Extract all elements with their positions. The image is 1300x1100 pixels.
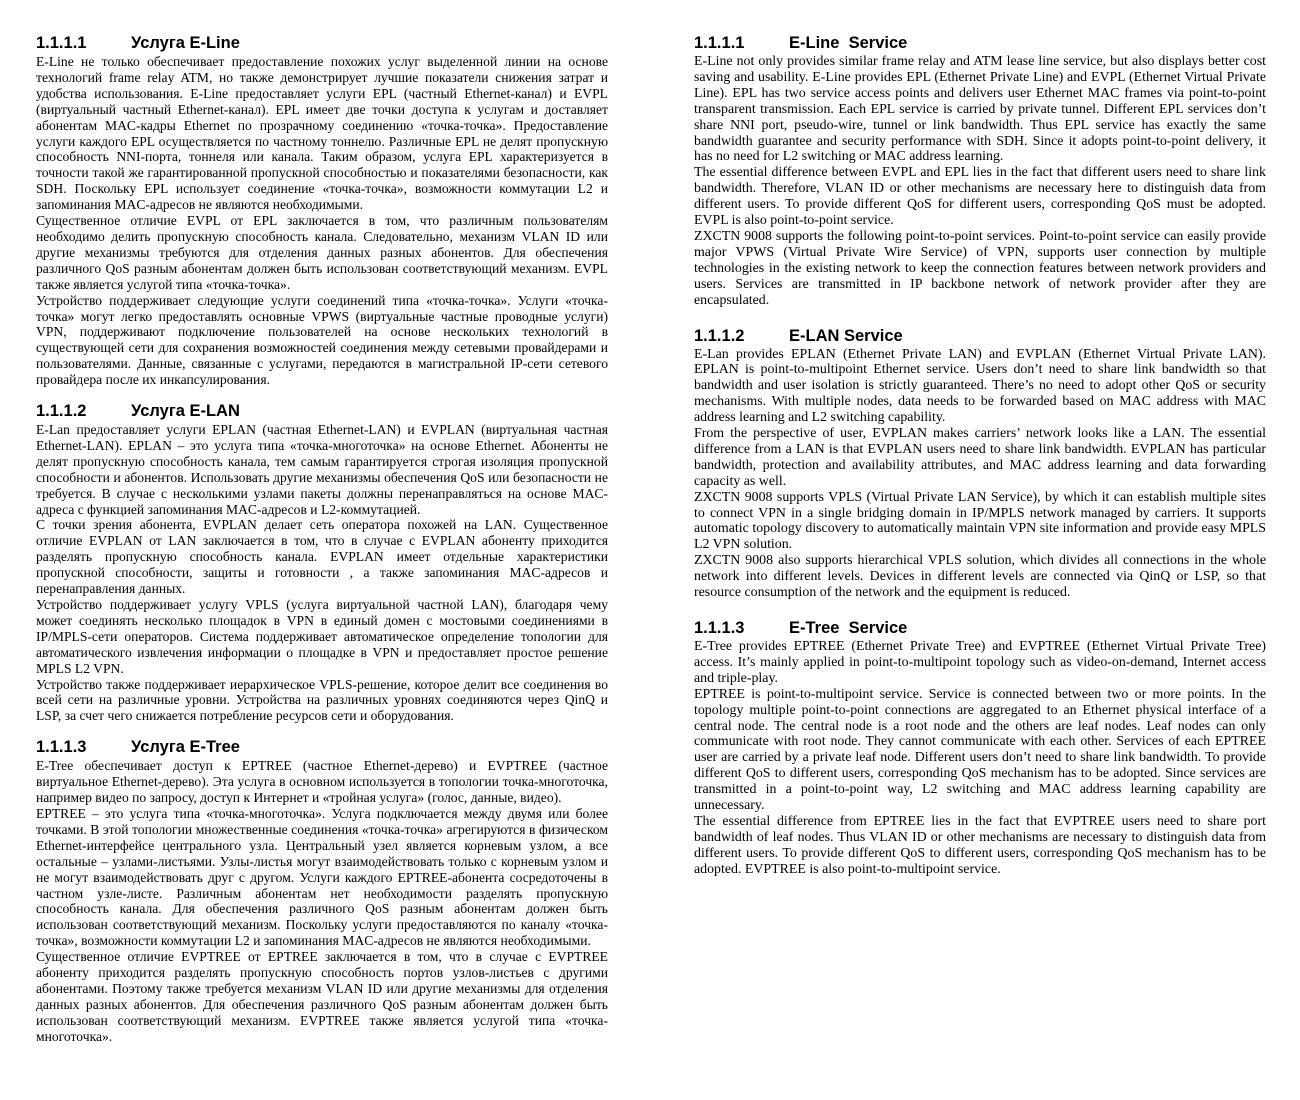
- section-number: 1.1.1.1: [694, 34, 745, 52]
- paragraph: Устройство также поддерживает иерархическое VPLS-решение, которое делит все соединения во всей сети на различные уровни. Устройства на различных уровнях соединяются через QinQ и LSP, за счет чего снижается потребление ресурсов сети и оборудования.: [36, 676, 608, 724]
- section-number: 1.1.1.2: [36, 402, 87, 421]
- paragraph: E-Tree обеспечивает доступ к EPTREE (частное Ethernet-дерево) и EVPTREE (частное виртуальное Ethernet-дерево). Эта услуга в основном используется в топологии точка-многоточка, например видео по запросу, доступ к Интернет и «тройная услуга» (голос, данные, видео).: [36, 758, 608, 806]
- section-title: E-Line Service: [789, 34, 908, 52]
- section-e-line-en: [694, 30, 1266, 309]
- section-e-lan-ru: [36, 398, 608, 724]
- section-heading: [694, 323, 1266, 347]
- paragraph: Устройство поддерживает следующие услуги соединений типа «точка-точка». Услуги «точка-точка» могут легко предоставлять основные VPWS (виртуальные частные проводные услуги) VPN, поддерживают подключение пользователей на основе нескольких технологий в существующей сети для сохранения возможностей соединения между сетевыми провайдерами и пользователями. Данные, связанные с услугами, передаются в магистральной IP-сети сетевого провайдера после их инкапсулирования.: [36, 292, 608, 388]
- section-number: 1.1.1.3: [36, 738, 87, 757]
- section-title: Услуга E-LAN: [131, 402, 240, 421]
- section-number: 1.1.1.3: [694, 619, 745, 637]
- paragraph: The essential difference from EPTREE lies in the fact that EVPTREE users need to share port bandwidth of leaf nodes. Thus VLAN ID or other mechanisms are necessary to distinguish data from different users. To provide different QoS to different users, corresponding QoS mechanism has to be adopted. EVPTREE is also point-to-multipoint service.: [694, 813, 1266, 877]
- paragraph: E-Tree provides EPTREE (Ethernet Private Tree) and EVPTREE (Ethernet Virtual Private Tree) access. It’s mainly applied in point-to-multipoint topology such as video-on-demand, Internet access and triple-play.: [694, 639, 1266, 686]
- paragraph: EPTREE is point-to-multipoint service. Service is connected between two or more points. In the topology multiple point-to-point connections are aggregated to an Ethernet physical interface of a central node. The central node is a root node and the others are leaf nodes. Leaf nodes can only communicate with root node. They cannot communicate with each other. Services of each EPTREE user are carried by a private leaf node. Different users don’t need to share link bandwidth. To provide different QoS to different users, corresponding QoS mechanism has to be adopted. Since services are transmitted in a point-to-point way, L2 switching and MAC address learning capability are unnecessary.: [694, 686, 1266, 814]
- paragraph: E-Line not only provides similar frame relay and ATM lease line service, but also displays better cost saving and usability. E-Line provides EPL (Ethernet Private Line) and EVPL (Ethernet Virtual Private Line). EPL has two service access points and delivers user Ethernet MAC frames via point-to-point transparent transmission. Each EPL service is carried by private tunnel. Different EPL services don’t share NNI port, pseudo-wire, tunnel or link bandwidth. Thus EPL service has exactly the same bandwidth guarantee and security performance with SDH. Since it adopts point-to-point delivery, it has no need for L2 switching or MAC address learning.: [694, 54, 1266, 165]
- section-title: Услуга E-Line: [131, 34, 240, 52]
- section-heading: [36, 734, 608, 758]
- paragraph: Существенное отличие EVPTREE от EPTREE заключается в том, что в случае с EVPTREE абоненту приходится разделять пропускную способность портов узлов-листьев с другими абонентами. Поэтому также требуется механизм VLAN ID или другие механизмы для отделения данных разных абонентов. Для обеспечения различного QoS разным абонентам должен быть использован соответствующий механизм. EVPTREE также является услугой типа «точка-многоточка».: [36, 949, 608, 1044]
- paragraph: From the perspective of user, EVPLAN makes carriers’ network looks like a LAN. The essential difference from a LAN is that EVPLAN users need to share link bandwidth. EVPLAN has particular bandwidth, protection and availability attributes, and MAC address learning and data forwarding capacity as well.: [694, 426, 1266, 489]
- paragraph: E-Lan предоставляет услуги EPLAN (частная Ethernet-LAN) и EVPLAN (виртуальная частная Ethernet-LAN). EPLAN – это услуга типа «точка-многоточка» на основе Ethernet. Абоненты не делят пропускную способность канала, тем самым гарантируется строгая изоляция пропускной способности и абонентов. Использовать другие механизмы обеспечения QoS или безопасности не требуется. В случае с несколькими узлами пакеты должны перенаправляться на основе MAC-адреса с функцией запоминания MAC-адресов и L2-коммутацией.: [36, 422, 608, 517]
- section-title: E-Tree Service: [789, 619, 908, 637]
- english-column: [694, 30, 1266, 888]
- paragraph: EPTREE – это услуга типа «точка-многоточка». Услуга подключается между двумя или более точками. В этой топологии множественные соединения «точка-точка» агрегируются в физическом Ethernet-интерфейсе центрального узла. Центральный узел является корневым узлом, а все остальные – узлами-листьями. Узлы-листья могут взаимодействовать только с корневым узлом и не могут взаимодействовать друг с другом. Услуги каждого EPTREE-абонента сосредоточены в частном узле-листе. Различным абонентам нет необходимости разделять пропускную способность канала. Для обеспечения различного QoS разным абонентам должен быть использован соответствующий механизм. Поскольку услуги предоставляются по каналу «точка-точка», возможности коммутации L2 и запоминания MAC-адресов не являются необходимыми.: [36, 805, 608, 949]
- section-e-line-ru: [36, 30, 608, 388]
- section-number: 1.1.1.1: [36, 34, 87, 52]
- section-heading: [694, 30, 1266, 54]
- section-title: E-LAN Service: [789, 326, 903, 345]
- section-e-tree-ru: [36, 734, 608, 1044]
- section-heading: [36, 30, 608, 54]
- section-title: Услуга E-Tree: [131, 738, 240, 757]
- paragraph: С точки зрения абонента, EVPLAN делает сеть оператора похожей на LAN. Существенное отличие EVPLAN от LAN заключается в том, что в случае с EVPLAN абоненту приходится разделять пропускную способность канала. EVPLAN имеет отдельные характеристики пропускной способности, защиты и готовности , а также запоминания MAC-адресов и перенаправления данных.: [36, 517, 608, 597]
- paragraph: Устройство поддерживает услугу VPLS (услуга виртуальной частной LAN), благодаря чему может соединять несколько площадок в VPN в единый домен с мостовыми соединениями в IP/MPLS-сети операторов. Система поддерживает автоматическое определение топологии для автоматического извлечения информации о площадке в VPN и предоставляет простое решение MPLS L2 VPN.: [36, 597, 608, 676]
- section-e-lan-en: [694, 323, 1266, 602]
- paragraph: Существенное отличие EVPL от EPL заключается в том, что различным пользователям необходимо делить пропускную способность канала. Следовательно, механизм VLAN ID или другие механизмы требуются для отделения данных разных абонентов. Для обеспечения различного QoS разным абонентам должен быть использован соответствующий механизм. EVPL также является услугой типа «точка-точка».: [36, 213, 608, 292]
- paragraph: E-Line не только обеспечивает предоставление похожих услуг выделенной линии на основе технологий frame relay ATM, но также демонстрирует лучшие показатели снижения затрат и удобства использования. E-Line предоставляет услуги EPL (частный Ethernet-канал) и EVPL (виртуальный частный Ethernet-канал). EPL имеет две точки доступа к услугам и доставляет абонентам MAC-кадры Ethernet по прозрачному соединению «точка-точка». Предоставление услуги каждого EPL осуществляется по частному тоннелю. Различные EPL не делят пропускную способность NNI-порта, тоннеля или канала. Таким образом, услуга EPL характеризуется в точности такой же гарантированной пропускной способностью и показателями безопасности, как SDH. Поскольку EPL использует соединение «точка-точка», возможности коммутации L2 и запоминания MAC-адресов не являются необходимыми.: [36, 54, 608, 213]
- russian-column: [36, 30, 608, 1055]
- section-number: 1.1.1.2: [694, 326, 745, 345]
- paragraph: The essential difference between EVPL and EPL lies in the fact that different users need to share link bandwidth. Therefore, VLAN ID or other mechanisms are necessary here to distinguish data from different users. To provide different QoS for different users, corresponding QoS must be adopted. EVPL is also point-to-point service.: [694, 165, 1266, 229]
- paragraph: ZXCTN 9008 supports VPLS (Virtual Private LAN Service), by which it can establish multiple sites to connect VPN in a single bridging domain in IP/MPLS network managed by carriers. It supports automatic topology discovery to automatically maintain VPN site information and provide easy MPLS L2 VPN solution.: [694, 489, 1266, 553]
- section-heading: [694, 615, 1266, 639]
- paragraph: E-Lan provides EPLAN (Ethernet Private LAN) and EVPLAN (Ethernet Virtual Private LAN). EPLAN is point-to-multipoint Ethernet service. Users don’t need to share link bandwidth so that bandwidth and user isolation is strictly guaranteed. There’s no need to adopt other QoS or security mechanisms. With multiple nodes, data needs to be forwarded based on MAC address with MAC address learning and L2 switching capability.: [694, 346, 1266, 426]
- section-heading: [36, 398, 608, 422]
- paragraph: ZXCTN 9008 also supports hierarchical VPLS solution, which divides all connections in the whole network into different levels. Devices in different levels are connected via QinQ or LSP, so that resource consumption of the network and the equipment is reduced.: [694, 553, 1266, 601]
- paragraph: ZXCTN 9008 supports the following point-to-point services. Point-to-point service can easily provide major VPWS (Virtual Private Wire Service) of VPN, supports user connection by multiple technologies in the existing network to keep the connection features between network providers and users. Services are transmitted in IP backbone network of network provider after they are encapsulated.: [694, 228, 1266, 308]
- section-e-tree-en: [694, 615, 1266, 878]
